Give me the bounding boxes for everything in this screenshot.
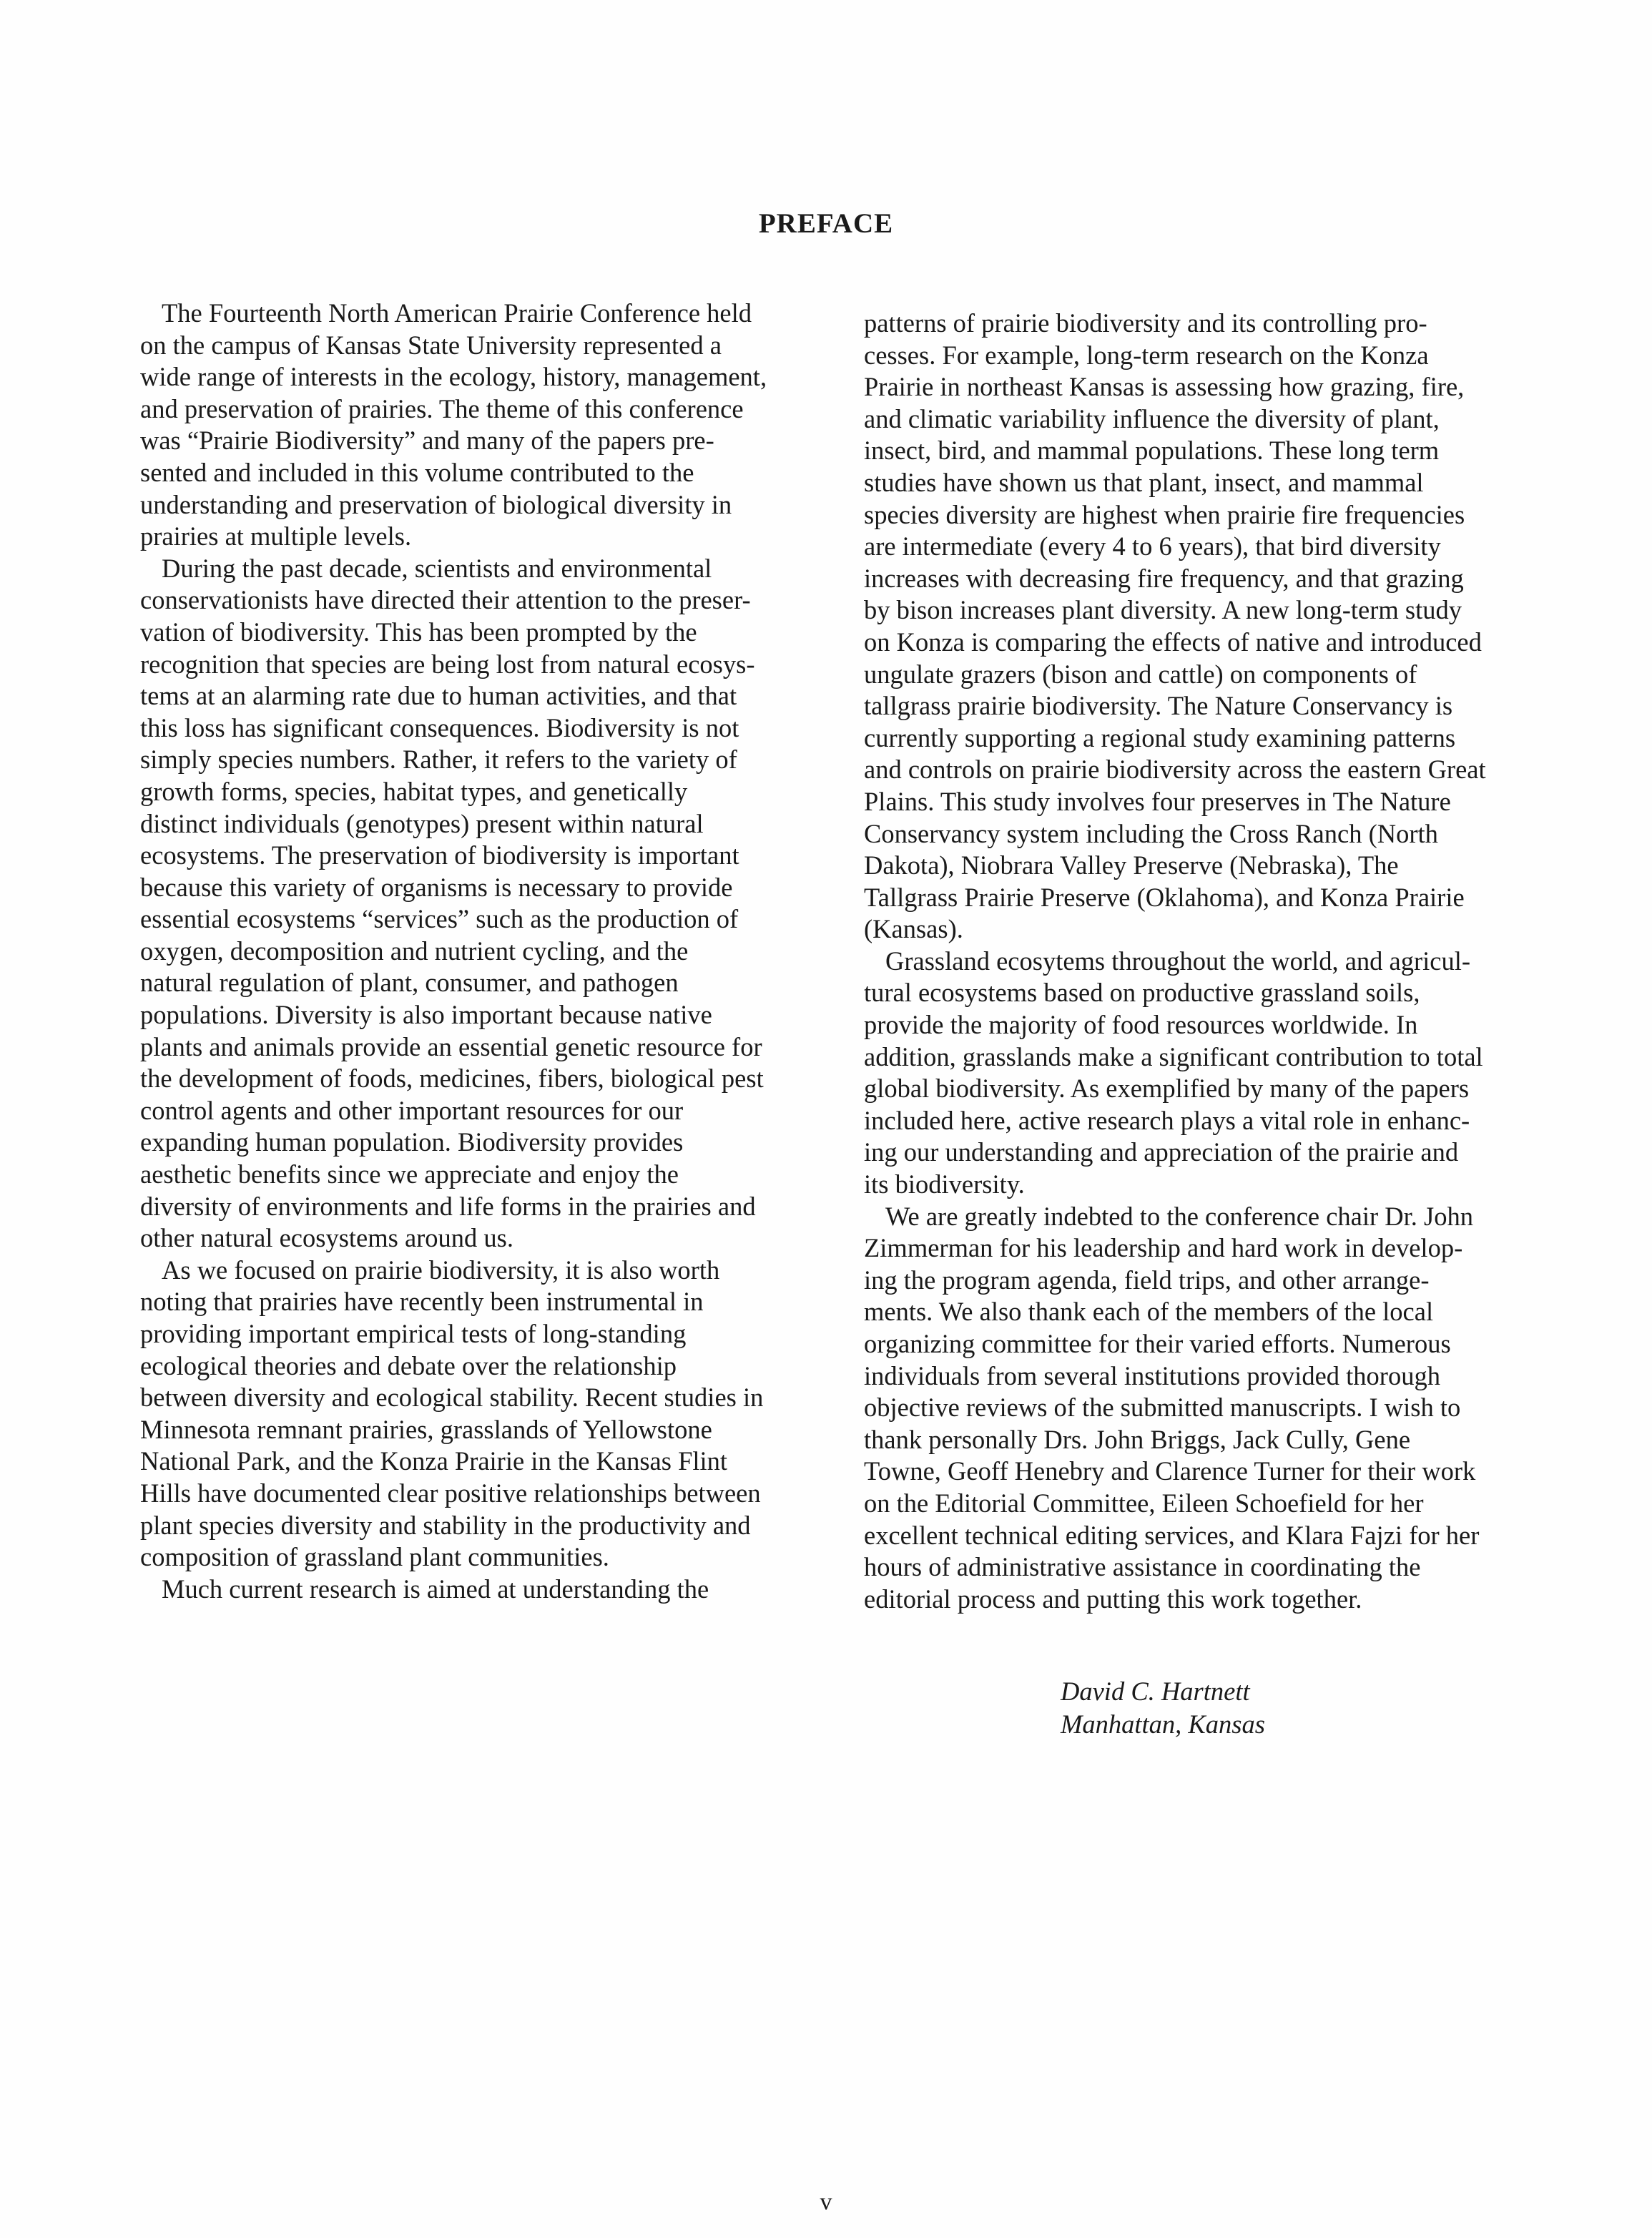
text-line: vation of biodiversity. This has been prompted by the: [140, 617, 697, 647]
text-line: on the Editorial Committee, Eileen Schoefield for her: [864, 1488, 1424, 1518]
text-line: noting that prairies have recently been instrumental in: [140, 1287, 704, 1317]
text-line: simply species numbers. Rather, it refers to the variety of: [140, 745, 737, 775]
text-line: on the campus of Kansas State University represented a: [140, 330, 722, 360]
text-line: other natural ecosystems around us.: [140, 1223, 514, 1253]
page-title: PREFACE: [758, 208, 894, 239]
text-line: ungulate grazers (bison and cattle) on components of: [864, 659, 1417, 689]
text-line: diversity of environments and life forms in the prairies and: [140, 1191, 756, 1221]
text-line: objective reviews of the submitted manuscripts. I wish to: [864, 1393, 1461, 1423]
text-line: Prairie in northeast Kansas is assessing how grazing, fire,: [864, 372, 1465, 402]
text-line: ments. We also thank each of the members of the local: [864, 1297, 1434, 1327]
text-line: are intermediate (every 4 to 6 years), that bird diversity: [864, 531, 1441, 561]
text-line: aesthetic benefits since we appreciate and enjoy the: [140, 1159, 679, 1189]
text-line: ing the program agenda, field trips, and other arrange-: [864, 1265, 1430, 1295]
text-line: Dakota), Niobrara Valley Preserve (Nebraska), The: [864, 850, 1399, 880]
text-line: providing important empirical tests of long-standing: [140, 1319, 687, 1348]
text-line: patterns of prairie biodiversity and its controlling pro-: [864, 308, 1427, 338]
text-line: Hills have documented clear positive relationships between: [140, 1478, 761, 1508]
text-line: plant species diversity and stability in the productivity and: [140, 1510, 751, 1540]
text-line: provide the majority of food resources worldwide. In: [864, 1010, 1418, 1040]
text-line: species diversity are highest when prairie fire frequencies: [864, 499, 1465, 529]
text-line: understanding and preservation of biological diversity in: [140, 489, 732, 519]
text-line: The Fourteenth North American Prairie Conference held: [162, 298, 752, 328]
text-line: distinct individuals (genotypes) present within natural: [140, 808, 704, 838]
text-line: increases with decreasing fire frequency, and that grazing: [864, 563, 1464, 593]
text-line: sented and included in this volume contributed to the: [140, 457, 694, 487]
text-line: individuals from several institutions provided thorough: [864, 1360, 1440, 1390]
text-line: currently supporting a regional study examining patterns: [864, 722, 1456, 752]
right-column: [864, 308, 1579, 1615]
text-line: natural regulation of plant, consumer, and pathogen: [140, 968, 679, 998]
text-line: editorial process and putting this work together.: [864, 1584, 1362, 1614]
text-line: hours of administrative assistance in coordinating the: [864, 1552, 1421, 1582]
text-line: because this variety of organisms is necessary to provide: [140, 872, 733, 902]
text-line: Conservancy system including the Cross Ranch (North: [864, 818, 1438, 848]
text-line: essential ecosystems “services” such as the production of: [140, 904, 739, 934]
author-location: Manhattan, Kansas: [1061, 1709, 1265, 1739]
text-line: excellent technical editing services, and Klara Fajzi for her: [864, 1520, 1480, 1550]
text-line: between diversity and ecological stability. Recent studies in: [140, 1383, 764, 1413]
left-column: [140, 298, 841, 1605]
text-line: on Konza is comparing the effects of native and introduced: [864, 627, 1482, 657]
text-line: Towne, Geoff Henebry and Clarence Turner for their work: [864, 1456, 1476, 1486]
text-line: ing our understanding and appreciation of the prairie and: [864, 1137, 1459, 1167]
text-line: and preservation of prairies. The theme of this conference: [140, 393, 744, 423]
text-line: thank personally Drs. John Briggs, Jack Cully, Gene: [864, 1424, 1411, 1454]
text-line: tems at an alarming rate due to human activities, and that: [140, 681, 737, 711]
text-line: was “Prairie Biodiversity” and many of the papers pre-: [140, 426, 714, 456]
text-line: included here, active research plays a vital role in enhanc-: [864, 1105, 1470, 1135]
text-line: populations. Diversity is also important because native: [140, 1000, 712, 1030]
text-line: addition, grasslands make a significant contribution to total: [864, 1041, 1483, 1071]
text-line: studies have shown us that plant, insect, and mammal: [864, 467, 1424, 497]
text-line: organizing committee for their varied efforts. Numerous: [864, 1329, 1451, 1358]
text-line: growth forms, species, habitat types, and genetically: [140, 776, 688, 806]
text-line: Much current research is aimed at understanding the: [162, 1574, 709, 1604]
text-line: Tallgrass Prairie Preserve (Oklahoma), and Konza Prairie: [864, 882, 1465, 912]
text-line: control agents and other important resources for our: [140, 1095, 684, 1125]
author-name: David C. Hartnett: [1061, 1677, 1250, 1706]
text-line: its biodiversity.: [864, 1169, 1025, 1199]
text-line: ecosystems. The preservation of biodiversity is important: [140, 840, 739, 870]
signature-block: [1061, 1675, 1265, 1741]
text-line: During the past decade, scientists and environmental: [162, 553, 712, 583]
text-line: this loss has significant consequences. Biodiversity is not: [140, 712, 739, 742]
text-line: global biodiversity. As exemplified by many of the papers: [864, 1074, 1470, 1104]
text-line: wide range of interests in the ecology, history, management,: [140, 362, 767, 392]
text-line: As we focused on prairie biodiversity, it is also worth: [162, 1255, 720, 1285]
text-line: recognition that species are being lost from natural ecosys-: [140, 649, 755, 679]
text-line: ecological theories and debate over the relationship: [140, 1350, 677, 1380]
text-line: and controls on prairie biodiversity across the eastern Great: [864, 755, 1486, 785]
text-line: tallgrass prairie biodiversity. The Nature Conservancy is: [864, 691, 1453, 721]
text-line: composition of grassland plant communities.: [140, 1542, 609, 1572]
text-line: (Kansas).: [864, 914, 963, 944]
text-line: Plains. This study involves four preserves in The Nature: [864, 786, 1451, 816]
text-line: insect, bird, and mammal populations. These long term: [864, 436, 1440, 466]
text-line: Minnesota remnant prairies, grasslands of Yellowstone: [140, 1414, 712, 1444]
text-line: National Park, and the Konza Prairie in the Kansas Flint: [140, 1446, 728, 1476]
text-line: cesses. For example, long-term research on the Konza: [864, 340, 1429, 370]
text-line: the development of foods, medicines, fibers, biological pest: [140, 1064, 764, 1094]
text-line: by bison increases plant diversity. A new long-term study: [864, 595, 1462, 625]
text-line: and climatic variability influence the diversity of plant,: [864, 403, 1440, 433]
text-line: Zimmerman for his leadership and hard work in develop-: [864, 1233, 1463, 1263]
text-line: expanding human population. Biodiversity provides: [140, 1127, 684, 1157]
page-number: v: [820, 2189, 832, 2215]
text-line: conservationists have directed their attention to the preser-: [140, 585, 751, 615]
text-line: prairies at multiple levels.: [140, 521, 412, 551]
text-line: Grassland ecosytems throughout the world, and agricul-: [885, 946, 1471, 976]
text-line: tural ecosystems based on productive grassland soils,: [864, 978, 1420, 1008]
text-line: oxygen, decomposition and nutrient cycling, and the: [140, 936, 689, 966]
text-line: plants and animals provide an essential genetic resource for: [140, 1031, 762, 1061]
text-line: We are greatly indebted to the conference chair Dr. John: [885, 1201, 1473, 1231]
